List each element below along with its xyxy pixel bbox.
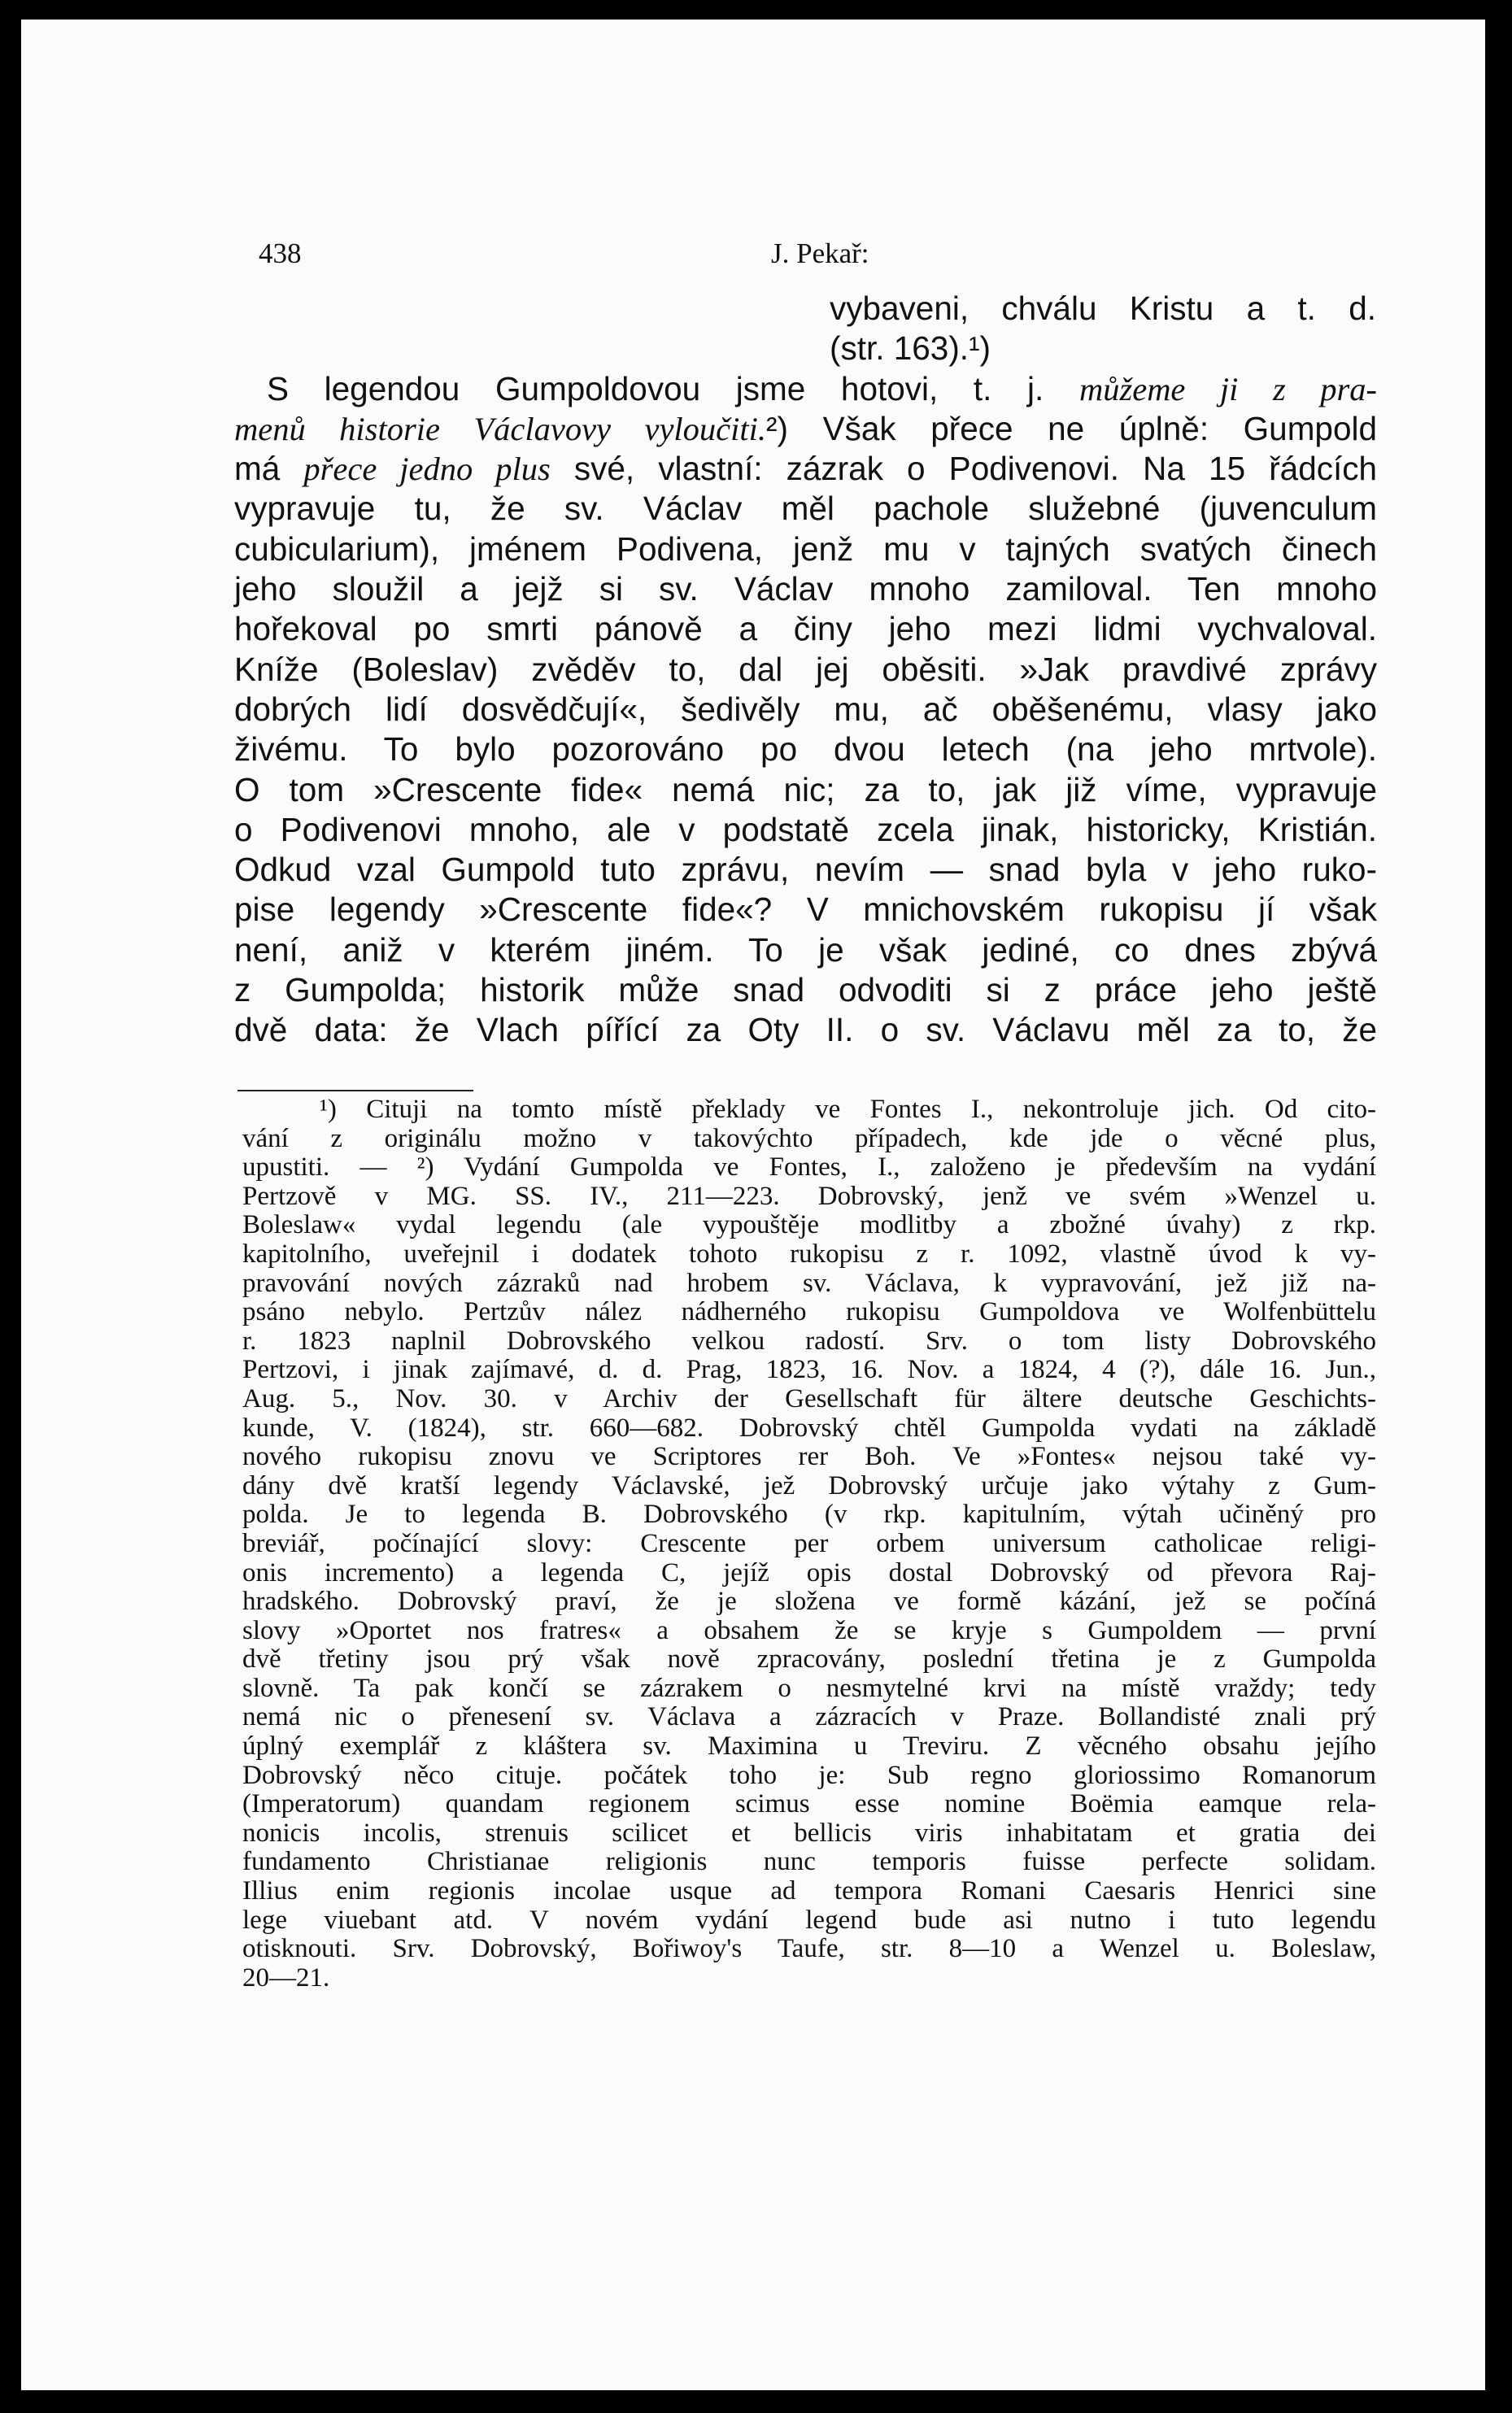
body-text: [234, 289, 1377, 1051]
body-line: Odkud vzal Gumpold tuto zprávu, nevím — snad byla v jeho ruko-: [234, 851, 1377, 889]
footnote-line: onis incremento) a legenda C, jejíž opis dostal Dobrovský od převora Raj-: [242, 1557, 1376, 1588]
footnote-line: Pertzově v MG. SS. IV., 211—223. Dobrovský, jenž ve svém »Wenzel u.: [242, 1181, 1376, 1211]
footnote-line: pravování nových zázraků nad hrobem sv. Václava, k vypravování, jež již na-: [242, 1268, 1376, 1298]
footnote-line: breviář, počínající slovy: Crescente per orbem universum catholicae religi-: [242, 1528, 1376, 1558]
footnote-divider: [237, 1090, 473, 1091]
body-line: jeho sloužil a jejž si sv. Václav mnoho zamiloval. Ten mnoho: [234, 570, 1377, 608]
footnote-line: Illius enim regionis incolae usque ad tempora Romani Caesaris Henrici sine: [242, 1876, 1376, 1906]
footnote-line: fundamento Christianae religionis nunc temporis fuisse perfecte solidam.: [242, 1847, 1376, 1877]
footnote-line: nemá nic o přenesení sv. Václava a zázracích v Praze. Bollandisté znali prý: [242, 1702, 1376, 1732]
footnote-line: lege viuebant atd. V novém vydání legend bude asi nutno i tuto legendu: [242, 1905, 1376, 1935]
body-line: není, aniž v kterém jiném. To je však jediné, co dnes zbývá: [234, 930, 1377, 969]
running-head: J. Pekař:: [771, 237, 869, 269]
footnote-line: kapitolního, uveřejnil i dodatek tohoto rukopisu z r. 1092, vlastně úvod k vy-: [242, 1239, 1376, 1269]
body-line: dobrých lidí dosvědčují«, šedivěly mu, ač oběšenému, vlasy jako: [234, 690, 1377, 728]
body-line: o Podivenovi mnoho, ale v podstatě zcela jinak, historicky, Kristián.: [234, 810, 1377, 848]
body-line: O tom »Crescente fide« nemá nic; za to, jak již víme, vypravuje: [234, 770, 1377, 808]
footnote-line: dvě třetiny jsou prý však nově zpracovány, poslední třetina je z Gumpolda: [242, 1644, 1376, 1675]
page-header: [259, 237, 1397, 286]
body-line: Kníže (Boleslav) zvěděv to, dal jej oběsiti. »Jak pravdivé zprávy: [234, 650, 1377, 688]
footnote-line: otisknouti. Srv. Dobrovský, Bořiwoy's Taufe, str. 8—10 a Wenzel u. Boleslaw,: [242, 1934, 1376, 1964]
body-line: pise legendy »Crescente fide«? V mnichovském rukopisu jí však: [234, 891, 1377, 929]
footnote-line: vání z originálu možno v takovýchto případech, kde jde o věcné plus,: [242, 1123, 1376, 1153]
body-line: menů historie Václavovy vyloučiti.²) Však přece ne úplně: Gumpold: [234, 409, 1377, 447]
body-line: vypravuje tu, že sv. Václav měl pachole služebné (juvenculum: [234, 490, 1377, 528]
footnote-line: (Imperatorum) quandam regionem scimus esse nomine Boëmia eamque rela-: [242, 1789, 1376, 1819]
body-line: má přece jedno plus své, vlastní: zázrak o Podivenovi. Na 15 řádcích: [234, 450, 1378, 488]
footnote-line: psáno nebylo. Pertzův nález nádherného rukopisu Gumpoldova ve Wolfenbüttelu: [242, 1297, 1376, 1327]
page-number: 438: [259, 237, 302, 269]
footnote-line: Aug. 5., Nov. 30. v Archiv der Gesellschaft für ältere deutsche Geschichts-: [242, 1383, 1376, 1413]
footnote-line: Boleslaw« vydal legendu (ale vypouštěje modlitby a zbožné úvahy) z rkp.: [242, 1210, 1376, 1240]
footnote-line: úplný exemplář z kláštera sv. Maximina u Treviru. Z věcného obsahu jejího: [242, 1731, 1376, 1762]
body-line: vybaveni, chválu Kristu a t. d.: [830, 290, 1376, 327]
footnote-line: polda. Je to legenda B. Dobrovského (v rkp. kapitulním, výtah učiněný pro: [242, 1500, 1376, 1530]
footnote-line: r. 1823 naplnil Dobrovského velkou radostí. Srv. o tom listy Dobrovského: [242, 1326, 1376, 1356]
body-line: živému. To bylo pozorováno po dvou letech (na jeho mrtvole).: [234, 730, 1377, 769]
footnote-line: Dobrovský něco cituje. počátek toho je: Sub regno gloriossimo Romanorum: [242, 1760, 1376, 1790]
footnote-line: slovně. Ta pak končí se zázrakem o nesmytelné krvi na místě vraždy; tedy: [242, 1673, 1376, 1703]
body-line: S legendou Gumpoldovou jsme hotovi, t. j. můžeme ji z pra-: [267, 369, 1377, 407]
footnote-line: nonicis incolis, strenuis scilicet et bellicis viris inhabitatam et gratia dei: [242, 1818, 1376, 1848]
footnote-line: kunde, V. (1824), str. 660—682. Dobrovský chtěl Gumpolda vydati na základě: [242, 1413, 1376, 1443]
body-line: cubicularium), jménem Podivena, jenž mu v tajných svatých činech: [234, 529, 1377, 568]
footnote-line: slovy »Oportet nos fratres« a obsahem že se kryje s Gumpoldem — první: [242, 1615, 1376, 1645]
body-line: (str. 163).¹): [830, 329, 991, 368]
footnote-line: Pertzovi, i jinak zajímavé, d. d. Prag, 1823, 16. Nov. a 1824, 4 (?), dále 16. Jun.,: [242, 1355, 1376, 1385]
footnote-line: hradského. Dobrovský praví, že je složena ve formě kázání, jež se počíná: [242, 1587, 1376, 1617]
body-line: dvě data: že Vlach pířící za Oty II. o sv. Václavu měl za to, že: [234, 1011, 1377, 1049]
footnote-line: 20—21.: [242, 1962, 330, 1993]
footnote-line: dány dvě kratší legendy Václavské, jež Dobrovský určuje jako výtahy z Gum-: [242, 1470, 1376, 1501]
footnote-line: ¹) Cituji na tomto místě překlady ve Fontes I., nekontroluje jich. Od cito-: [320, 1095, 1376, 1124]
body-line: z Gumpolda; historik může snad odvoditi si z práce jeho ještě: [234, 971, 1377, 1009]
body-line: hořekoval po smrti pánově a činy jeho mezi lidmi vychvaloval.: [234, 610, 1377, 648]
footnote-line: upustiti. — ²) Vydání Gumpolda ve Fontes, I., založeno je především na vydání: [242, 1152, 1376, 1183]
footnotes: [242, 1095, 1376, 1993]
footnote-line: nového rukopisu znovu ve Scriptores rer Boh. Ve »Fontes« nejsou také vy-: [242, 1442, 1376, 1472]
